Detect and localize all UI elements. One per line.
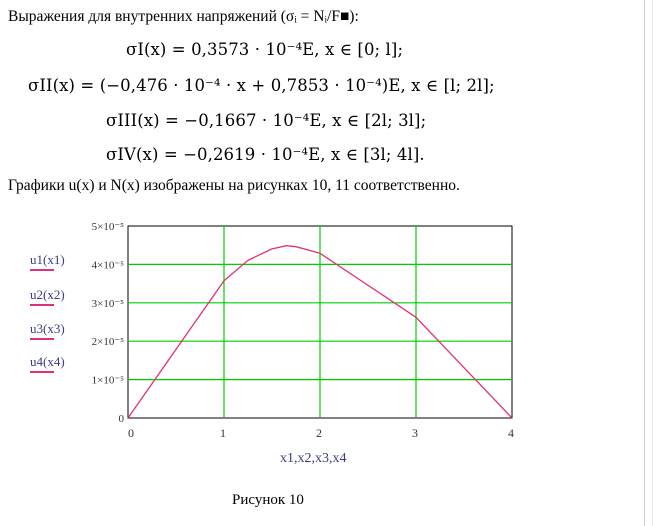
x-tick-label: 4 (508, 426, 514, 440)
y-tick-label: 1×10⁻⁵ (91, 374, 124, 387)
y-tick-label: 3×10⁻⁵ (91, 297, 124, 310)
x-tick-label: 3 (412, 426, 418, 440)
series-line-4 (416, 317, 512, 418)
series-line-3 (320, 253, 416, 317)
legend-label: u4(x4) (30, 354, 65, 369)
series-line-2 (224, 246, 320, 281)
y-tick-label: 2×10⁻⁵ (91, 336, 124, 349)
y-tick-label: 0 (118, 413, 124, 425)
formula-sigma-1: σI(x) = 0,3573 · 10⁻⁴E, x ∈ [0; l]; (126, 40, 404, 59)
legend-label: u2(x2) (30, 287, 65, 302)
formula-sigma-4: σIV(x) = −0,2619 · 10⁻⁴E, x ∈ [3l; 4l]. (106, 145, 425, 164)
formula-sigma-2: σII(x) = (−0,476 · 10⁻⁴ · x + 0,7853 · 10⁻⁴)E, x ∈ [l; 2l]; (28, 76, 495, 95)
y-tick-label: 5×10⁻⁵ (91, 221, 124, 233)
formula-sigma-3: σIII(x) = −0,1667 · 10⁻⁴E, x ∈ [2l; 3l]; (106, 111, 427, 130)
y-tick-label: 4×10⁻⁵ (91, 259, 124, 272)
x-tick-label: 2 (316, 426, 322, 440)
graphs-text: Графики u(x) и N(x) изображены на рисунках 10, 11 соответственно. (8, 177, 460, 194)
x-tick-label: 1 (220, 426, 226, 440)
intro-text: Выражения для внутренних напряжений (σᵢ = Nᵢ/F■): (8, 8, 359, 25)
x-axis-label: x1,x2,x3,x4 (280, 451, 347, 466)
figure-caption: Рисунок 10 (232, 492, 304, 508)
x-tick-label: 0 (128, 426, 134, 440)
series-line-1 (128, 281, 224, 418)
legend-label: u3(x3) (30, 321, 65, 336)
page-edge (644, 0, 645, 526)
legend-label: u1(x1) (30, 252, 65, 267)
